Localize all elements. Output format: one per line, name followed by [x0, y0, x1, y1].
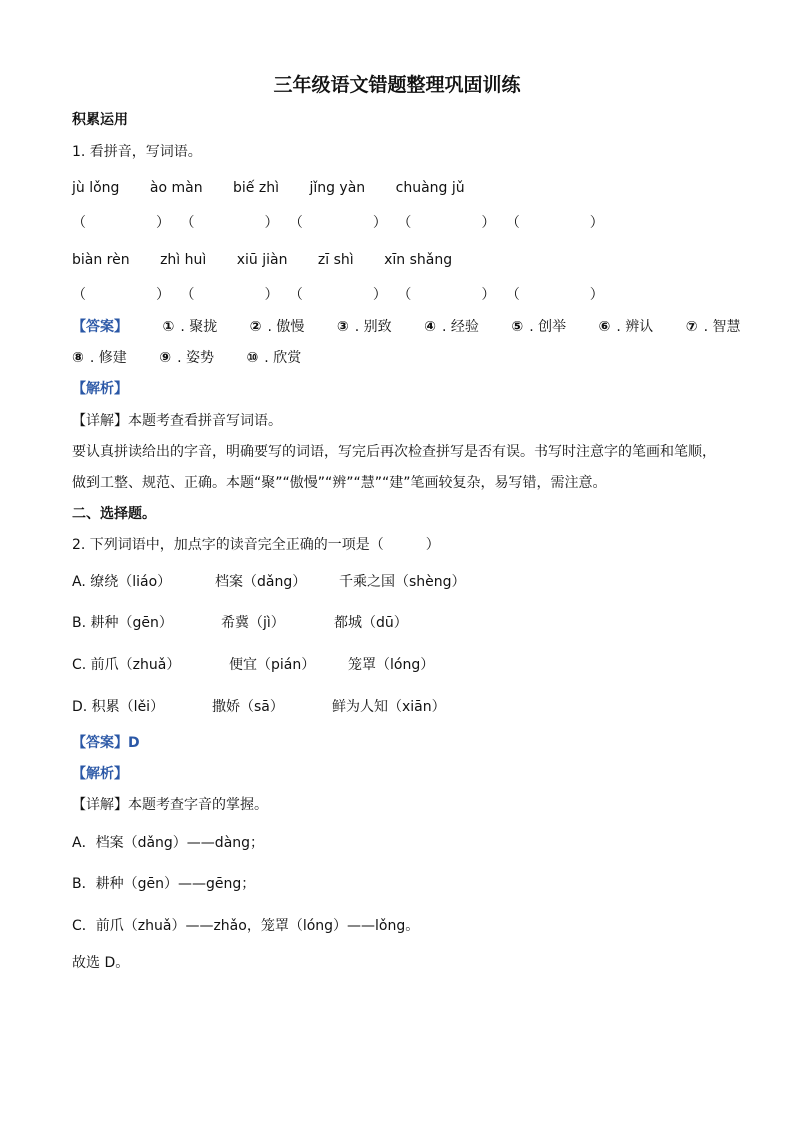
answer-blank: （ ） [72, 287, 170, 303]
answer-blank: （ ） [505, 215, 604, 231]
explanation-line-2: 做到工整、规范、正确。本题“聚”“傲慢”“辨”“慧”“建”笔画较复杂，易写错，需注意。 [72, 475, 607, 491]
analysis-label: 【解析】 [72, 381, 128, 397]
pinyin-row-1 [72, 178, 491, 198]
analysis-label: 【解析】 [72, 766, 128, 782]
pinyin-item: biàn rèn [72, 252, 130, 268]
answer-blank: （ ） [397, 287, 496, 303]
answer-label: 【答案】 [72, 319, 128, 335]
correction-c: C．前爪（zhuǎ）——zhǎo，笼罩（lóng）——lǒng。 [72, 918, 420, 934]
option-a: A. 缭绕（liáo） 档案（dǎng） 千乘之国（shèng） [72, 574, 466, 590]
pinyin-item: xiū jiàn [236, 252, 288, 268]
answer-blank: （ ） [505, 287, 604, 303]
option-b: B. 耕种（gēn） 希冀（jì） 都城（dū） [72, 615, 408, 631]
pinyin-item: ào màn [149, 180, 203, 196]
question-2-stem: 2. 下列词语中，加点字的读音完全正确的一项是（ ） [72, 537, 440, 553]
question-1-stem: 1. 看拼音，写词语。 [72, 144, 202, 160]
option-d: D. 积累（lěi） 撒娇（sā） 鲜为人知（xiān） [72, 699, 446, 715]
explanation-line-1: 要认真拼读给出的字音，明确要写的词语，写完后再次检查拼写是否有误。书写时注意字的笔画和笔顺， [72, 444, 716, 460]
answer-item: ① . 聚拢 [162, 319, 218, 335]
page-title: 三年级语文错题整理巩固训练 [273, 74, 521, 96]
answer-blank: （ ） [288, 215, 387, 231]
answer-item: ⑩ . 欣赏 [246, 350, 302, 366]
pinyin-item: jǐng yàn [309, 180, 366, 196]
answer-blank: （ ） [180, 287, 279, 303]
answer-row-2 [72, 348, 329, 368]
conclusion: 故选 D。 [72, 955, 130, 971]
pinyin-row-2 [72, 250, 478, 270]
pinyin-item: zī shì [317, 252, 354, 268]
blank-row-1 [72, 213, 610, 233]
pinyin-item: xīn shǎng [384, 252, 453, 268]
answer-item: ③ . 别致 [336, 319, 392, 335]
section-heading-choice: 二、选择题。 [72, 506, 156, 522]
answer-item: ④ . 经验 [424, 319, 479, 335]
answer-item: ⑤ . 创举 [511, 319, 567, 335]
detail-text: 【详解】本题考查字音的掌握。 [72, 797, 268, 813]
pinyin-item: chuàng jǔ [395, 180, 465, 196]
correction-a: A．档案（dǎng）——dàng； [72, 835, 265, 851]
pinyin-item: biế zhì [233, 180, 279, 196]
answer-blank: （ ） [180, 215, 279, 231]
answer-blank: （ ） [72, 215, 170, 231]
answer-item: ⑥ . 辨认 [598, 319, 654, 335]
pinyin-item: jù lǒng [72, 180, 120, 196]
blank-row-2 [72, 285, 610, 305]
answer-label: 【答案】D [72, 735, 140, 751]
answer-blank: （ ） [288, 287, 387, 303]
answer-blank: （ ） [397, 215, 496, 231]
section-heading-accumulation: 积累运用 [72, 112, 128, 128]
answer-item: ⑦ . 智慧 [685, 319, 741, 335]
correction-b: B．耕种（gēn）——gēng； [72, 876, 256, 892]
answer-item: ② . 傲慢 [249, 319, 305, 335]
answer-item: ⑨ . 姿势 [159, 350, 214, 366]
option-c: C. 前爪（zhuǎ） 便宜（pián） 笼罩（lóng） [72, 657, 435, 673]
detail-text: 【详解】本题考查看拼音写词语。 [72, 413, 282, 429]
answer-item: ⑧ . 修建 [72, 350, 127, 366]
pinyin-item: zhì huì [160, 252, 207, 268]
answer-row-1 [72, 317, 741, 337]
